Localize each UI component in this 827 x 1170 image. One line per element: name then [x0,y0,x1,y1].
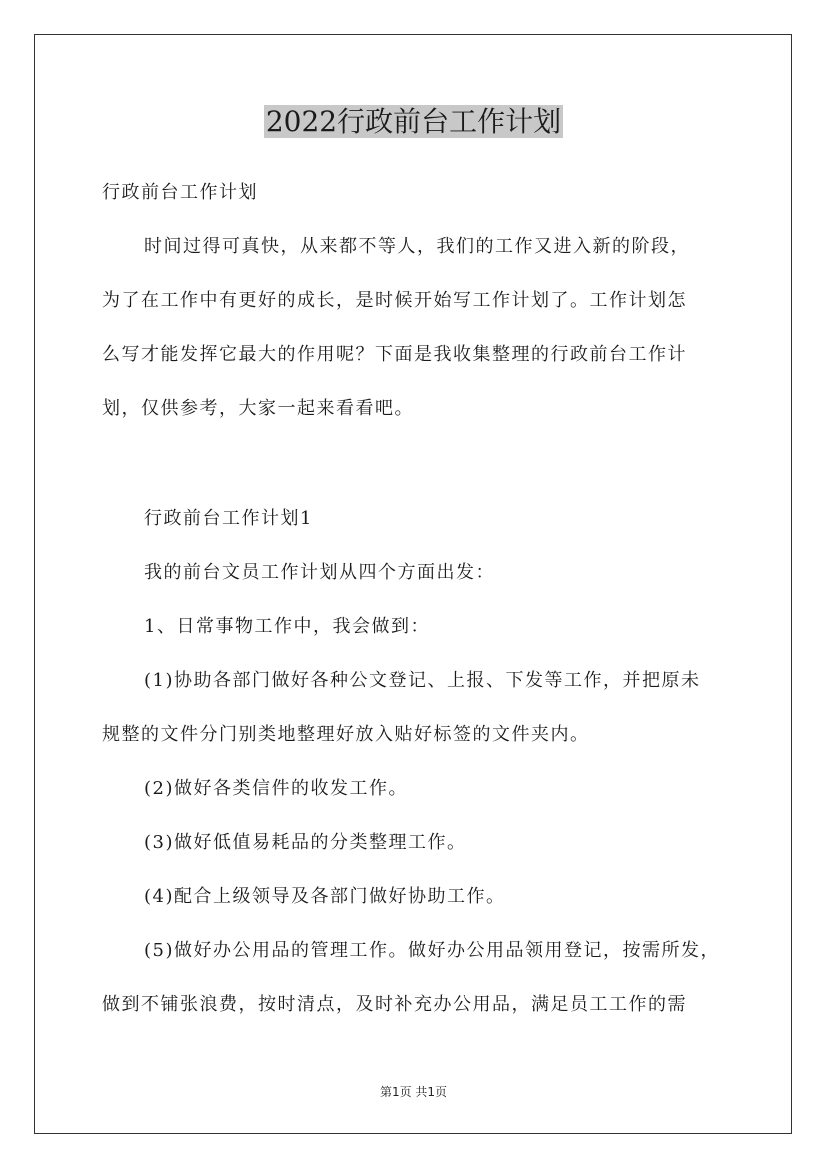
intro-paragraph [102,237,727,453]
intro-line: 么写才能发挥它最大的作用呢？下面是我收集整理的行政前台工作计 [102,344,687,365]
document-title [0,100,827,144]
document-title-text: 2022行政前台工作计划 [265,105,562,138]
body-line: (5)做好办公用品的管理工作。做好办公用品领用登记，按需所发， [144,940,720,961]
body-line: 1、日常事物工作中，我会做到： [144,616,430,637]
subtitle-text: 行政前台工作计划 [102,182,258,203]
section-heading-text: 行政前台工作计划1 [144,508,313,529]
body-line: (4)配合上级领导及各部门做好协助工作。 [144,886,506,907]
subtitle [102,183,727,237]
body-line: 做到不铺张浪费，按时清点，及时补充办公用品，满足员工工作的需 [102,994,687,1015]
intro-line: 时间过得可真快，从来都不等人，我们的工作又进入新的阶段， [144,236,690,257]
body-line: (1)协助各部门做好各种公文登记、上报、下发等工作，并把原未 [144,670,701,691]
body-line: 规整的文件分门别类地整理好放入贴好标签的文件夹内。 [102,724,590,745]
section-heading [102,509,727,563]
page-footer [0,1083,827,1100]
body-line: 我的前台文员工作计划从四个方面出发： [144,562,495,583]
body-line: (2)做好各类信件的收发工作。 [144,778,408,799]
intro-line: 划，仅供参考，大家一起来看看吧。 [102,398,414,419]
body-line: (3)做好低值易耗品的分类整理工作。 [144,832,467,853]
page-number: 第1页 共1页 [379,1085,448,1099]
intro-line: 为了在工作中有更好的成长，是时候开始写工作计划了。工作计划怎 [102,290,687,311]
body-paragraphs [102,563,727,1049]
